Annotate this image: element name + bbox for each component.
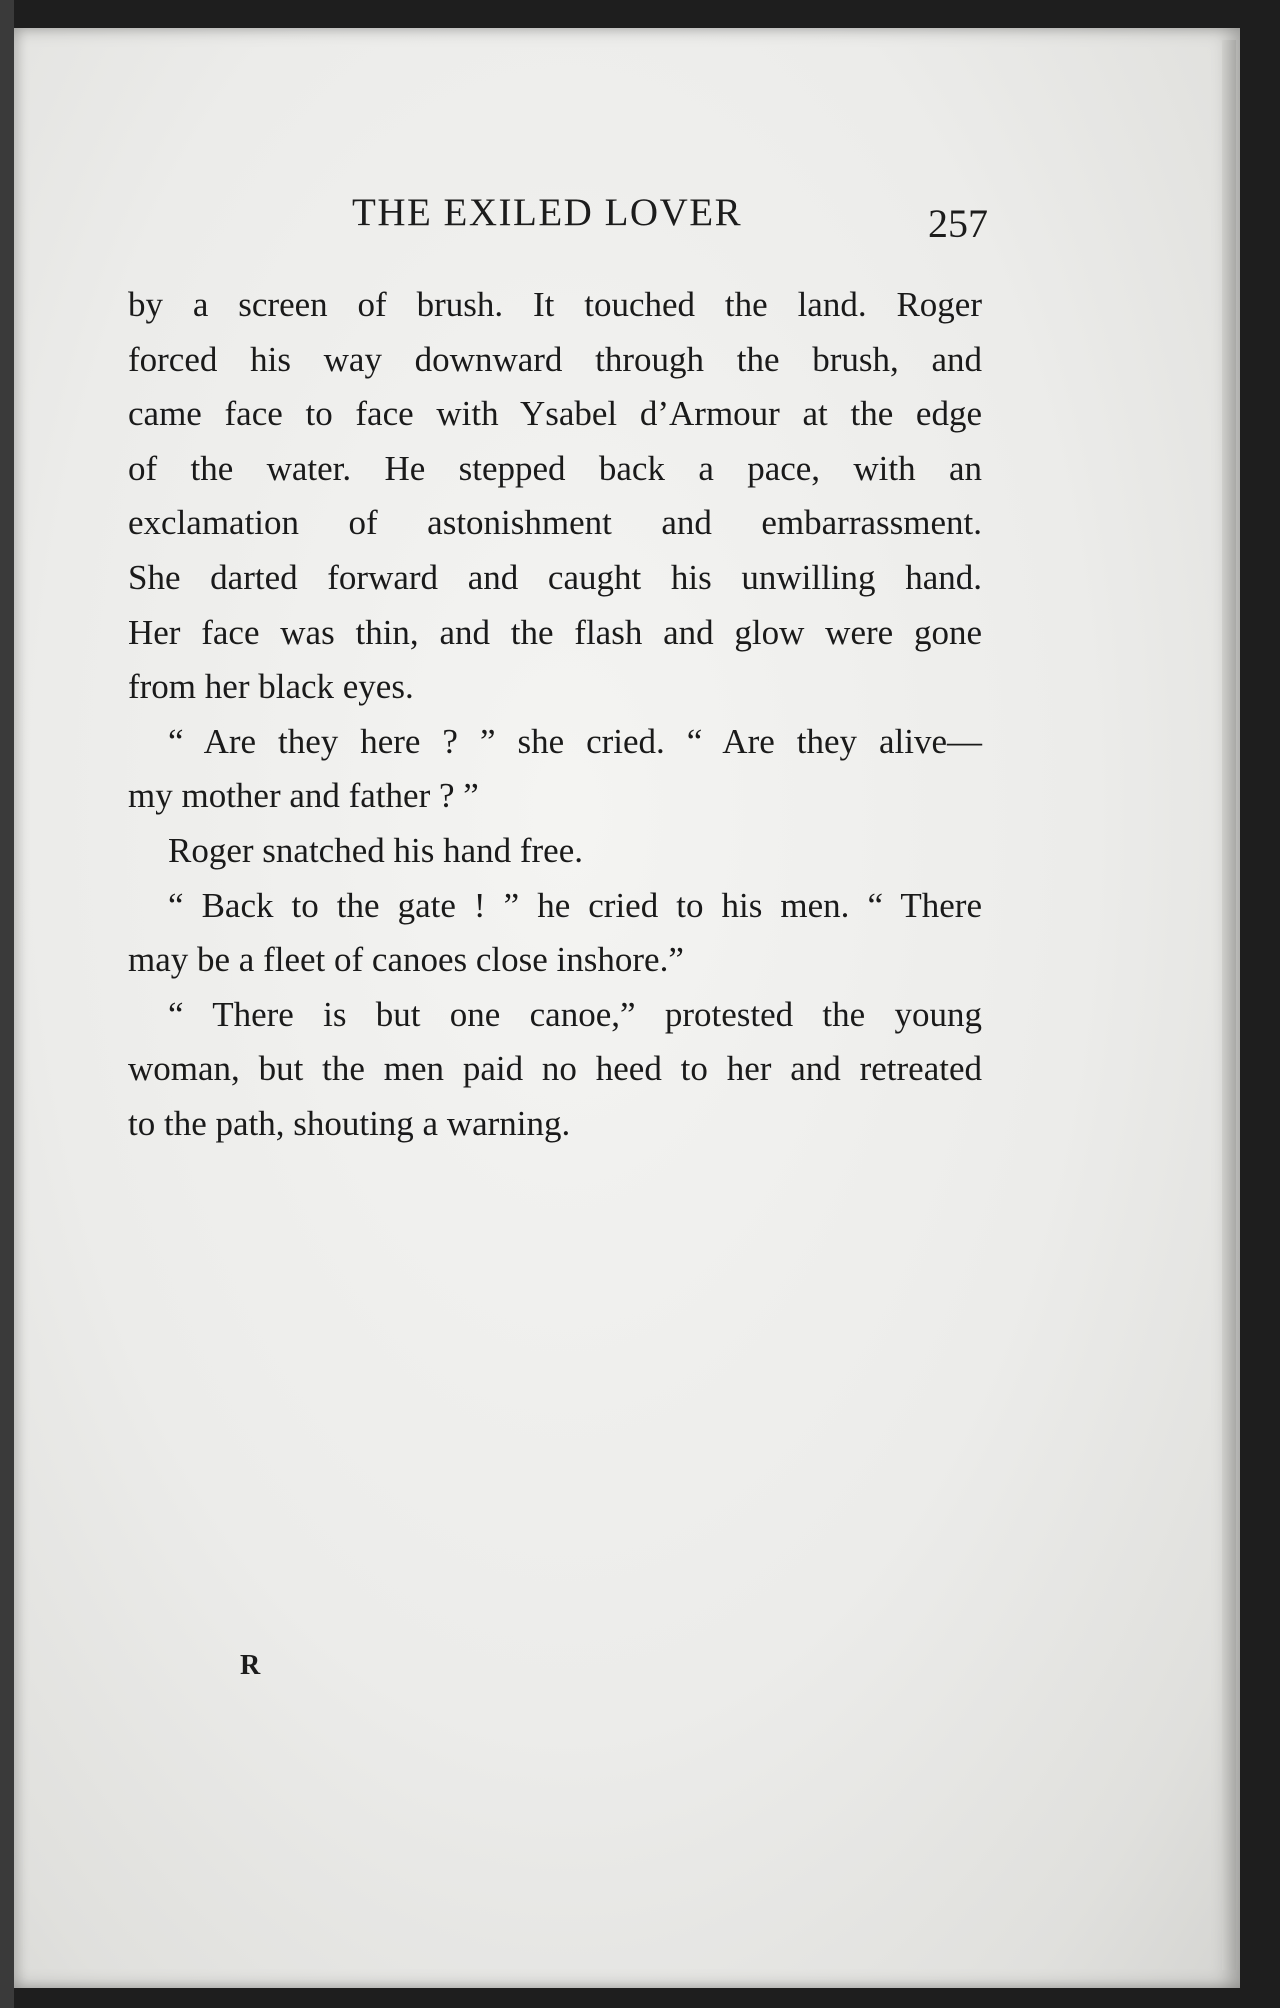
text-line: She darted forward and caught his unwilling hand.: [128, 557, 982, 597]
signature-mark: R: [240, 1650, 261, 1681]
text-line: to the path, shouting a warning.: [128, 1103, 571, 1143]
text-line: woman, but the men paid no heed to her and retreated: [128, 1049, 982, 1089]
text-line: Her face was thin, and the flash and glow were gone: [128, 612, 982, 652]
text-line: “ There is but one canoe,” protested the young: [168, 994, 982, 1034]
text-line: exclamation of astonishment and embarrassment.: [128, 503, 982, 543]
text-line: “ Are they here ? ” she cried. “ Are they alive—: [168, 721, 982, 761]
text-line: “ Back to the gate ! ” he cried to his men. “ There: [168, 885, 982, 925]
text-line: my mother and father ? ”: [128, 776, 479, 816]
page-text: [128, 278, 982, 1152]
text-line: of the water. He stepped back a pace, with an: [128, 448, 982, 488]
book-spine-shadow: [0, 0, 14, 2008]
page-number: 257: [928, 201, 988, 246]
page-edge: [1222, 40, 1236, 1970]
text-line: came face to face with Ysabel d’Armour at the edge: [128, 394, 982, 434]
running-title: THE EXILED LOVER: [352, 191, 743, 234]
text-line: by a screen of brush. It touched the land. Roger: [128, 285, 982, 324]
text-line: Roger snatched his hand free.: [168, 830, 583, 870]
text-line: from her black eyes.: [128, 667, 414, 707]
text-line: forced his way downward through the brush, and: [128, 339, 982, 379]
text-line: may be a fleet of canoes close inshore.”: [128, 940, 684, 980]
